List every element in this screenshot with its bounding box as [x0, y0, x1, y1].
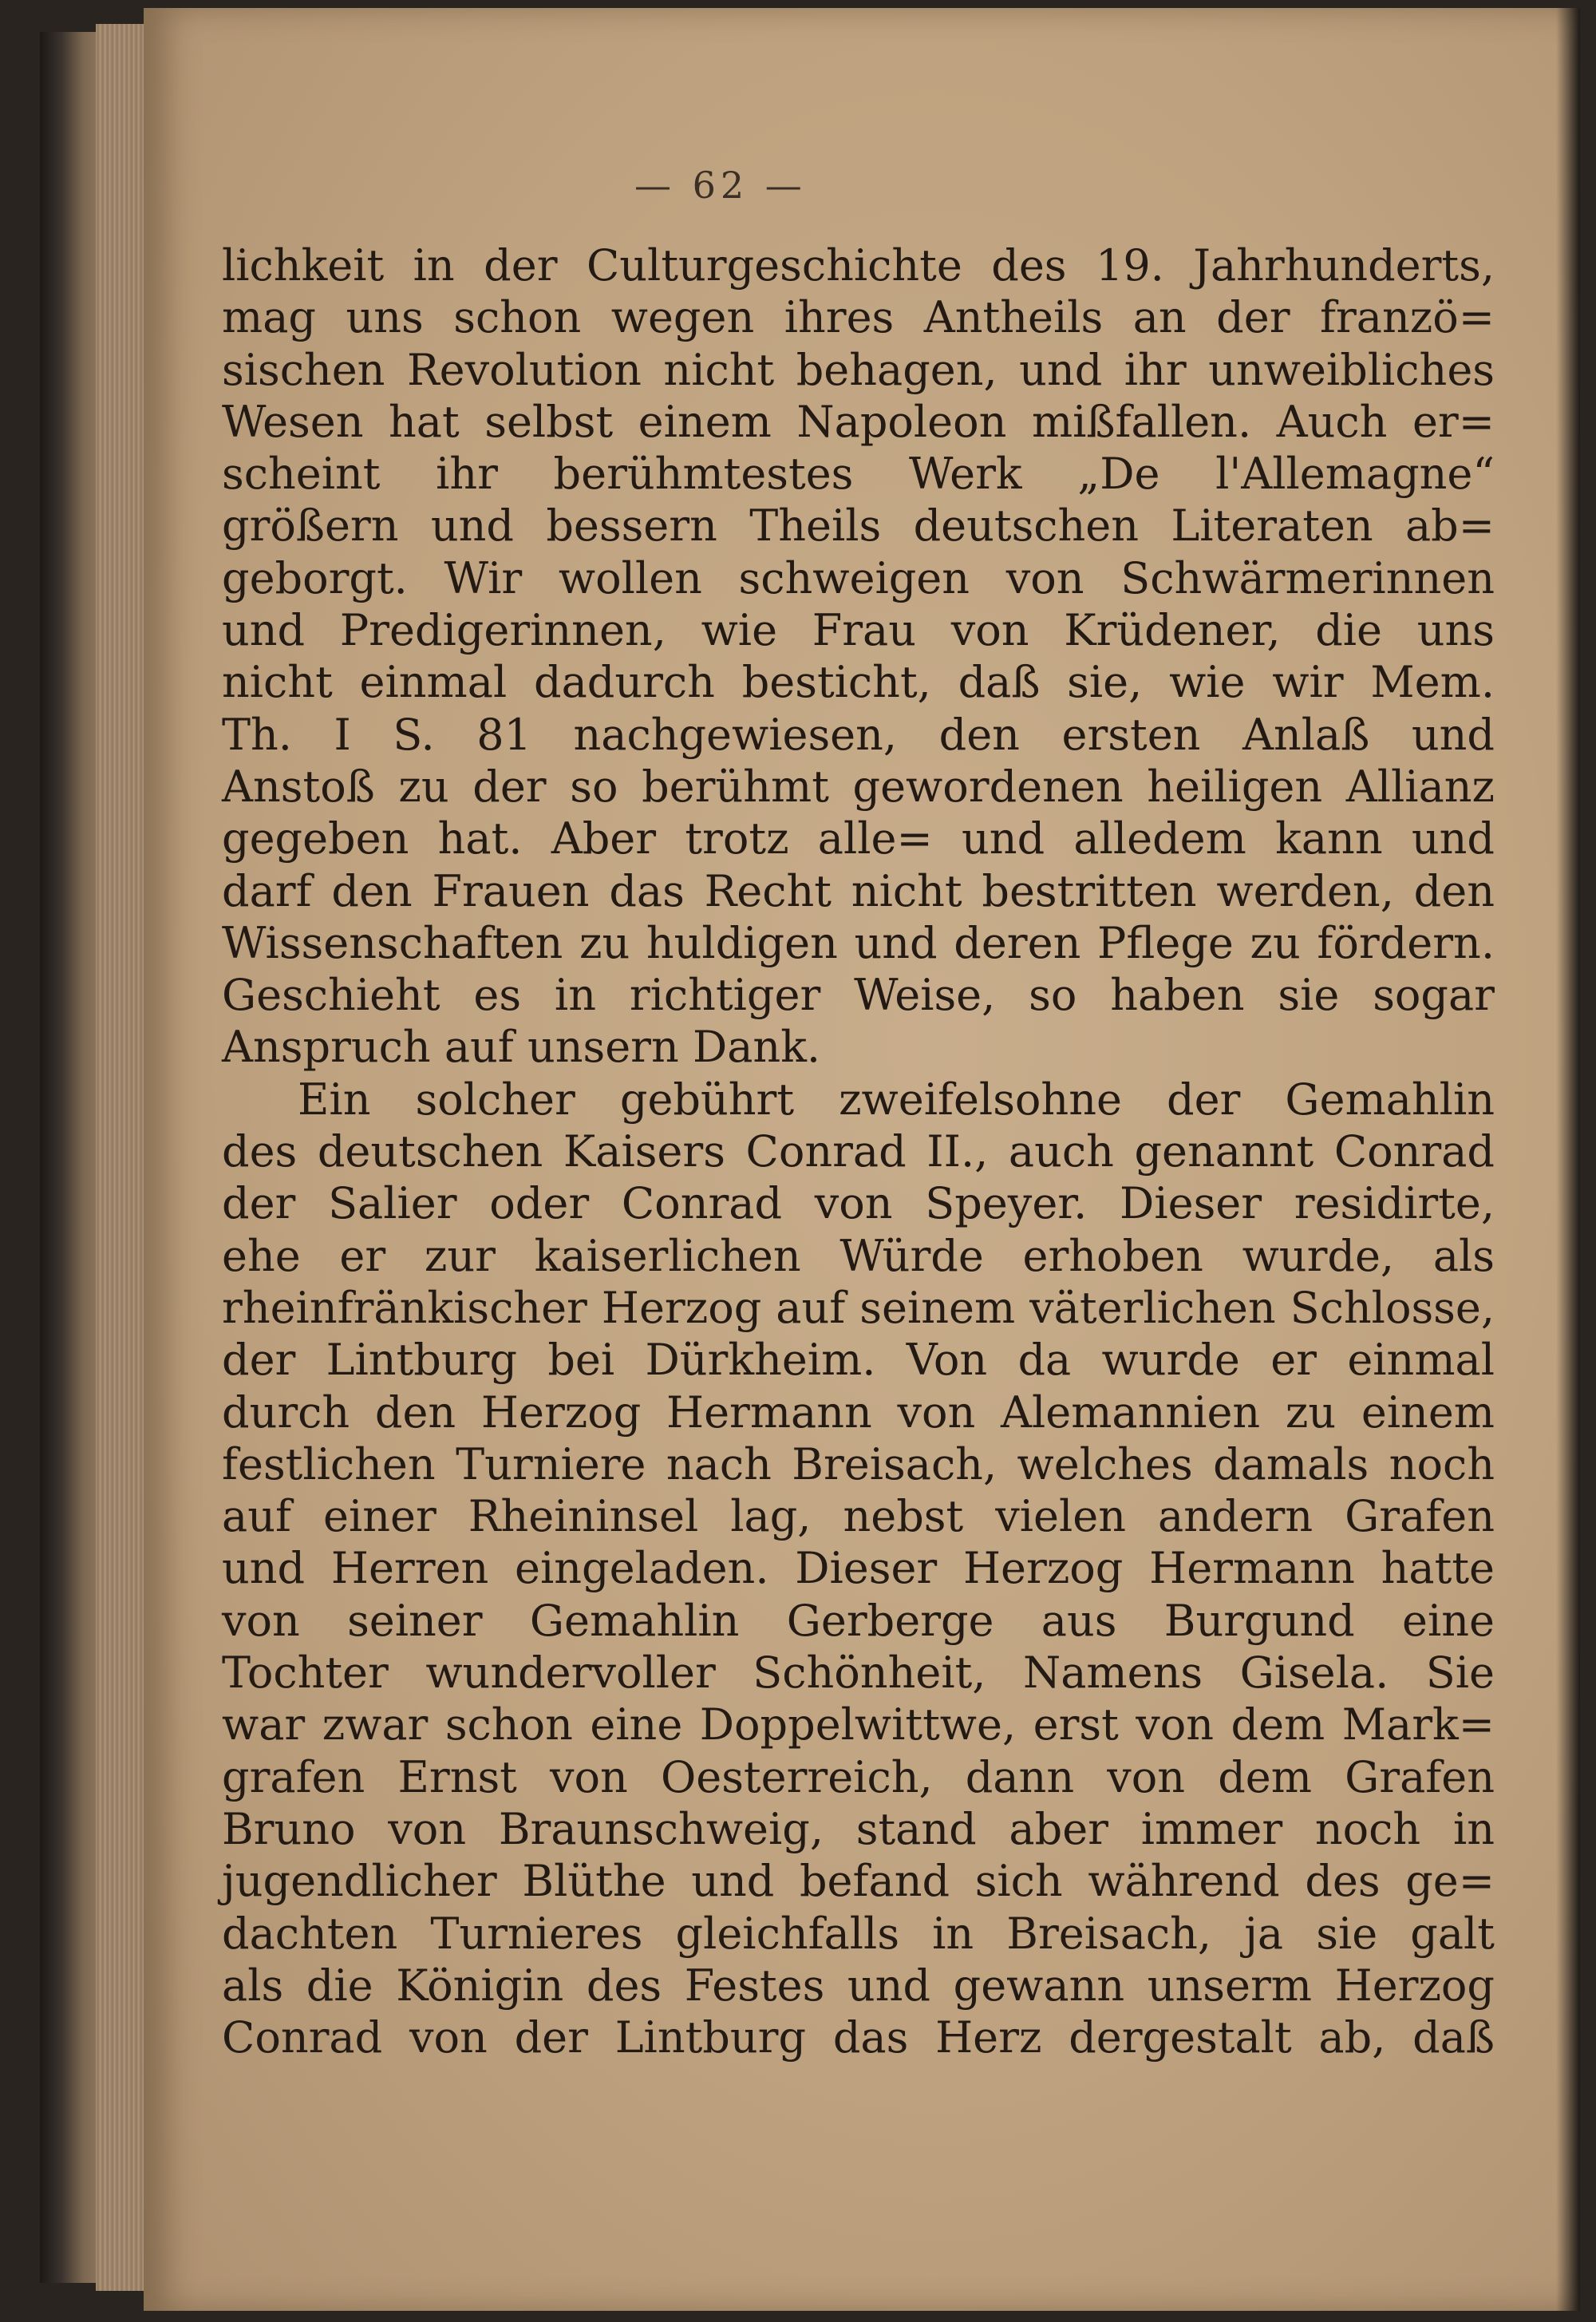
text-line: grafen Ernst von Oesterreich, dann von dem Grafen [222, 1751, 1495, 1802]
paragraph-start-line: Ein solcher gebührt zweifelsohne der Gemahlin [298, 1074, 1495, 1125]
text-line: geborgt. Wir wollen schweigen von Schwärmerinnen [222, 552, 1495, 603]
text-line: ehe er zur kaiserlichen Würde erhoben wurde, als [222, 1230, 1495, 1281]
text-line: jugendlicher Blüthe und befand sich während des ge= [222, 1856, 1495, 1907]
text-line: Conrad von der Lintburg das Herz dergestalt ab, daß [222, 2012, 1495, 2063]
text-line: Anstoß zu der so berühmt gewordenen heiligen Allianz [222, 761, 1495, 812]
page-gutter-shadow [1556, 8, 1580, 2311]
text-line: von seiner Gemahlin Gerberge aus Burgund eine [222, 1595, 1495, 1646]
paragraph-end-line: Anspruch auf unsern Dank. [222, 1022, 821, 1073]
text-line: und Herren eingeladen. Dieser Herzog Hermann hatte [222, 1543, 1495, 1594]
text-line: durch den Herzog Hermann von Alemannien zu einem [222, 1386, 1495, 1438]
text-line: Tochter wundervoller Schönheit, Namens Gisela. Sie [222, 1648, 1495, 1699]
text-line: scheint ihr berühmtestes Werk „De l'Allemagne“ [222, 449, 1495, 500]
text-line: Geschieht es in richtiger Weise, so haben sie sogar [222, 970, 1495, 1021]
page-number: — 62 — [634, 164, 807, 207]
text-line: größern und bessern Theils deutschen Literaten ab= [222, 500, 1495, 552]
text-line: der Lintburg bei Dürkheim. Von da wurde er einmal [222, 1335, 1495, 1386]
text-line: des deutschen Kaisers Conrad II., auch genannt Conrad [222, 1126, 1495, 1177]
text-line: rheinfränkischer Herzog auf seinem väterlichen Schlosse, [222, 1282, 1495, 1333]
text-line: festlichen Turniere nach Breisach, welches damals noch [222, 1438, 1495, 1489]
text-line: nicht einmal dadurch besticht, daß sie, wie wir Mem. [222, 657, 1495, 708]
text-line: als die Königin des Festes und gewann unserm Herzog [222, 1960, 1495, 2011]
text-line: dachten Turnieres gleichfalls in Breisach, ja sie galt [222, 1908, 1495, 1959]
text-line: und Predigerinnen, wie Frau von Krüdener, die uns [222, 605, 1495, 656]
text-line: darf den Frauen das Recht nicht bestritten werden, den [222, 865, 1495, 916]
text-line: gegeben hat. Aber trotz alle= und alledem kann und [222, 813, 1495, 864]
body-text [222, 239, 1495, 2063]
text-line: sischen Revolution nicht behagen, und ihr unweibliches [222, 344, 1495, 395]
text-line: lichkeit in der Culturgeschichte des 19. Jahrhunderts, [222, 240, 1495, 291]
text-line: Th. I S. 81 nachgewiesen, den ersten Anlaß und [222, 709, 1495, 760]
text-line: war zwar schon eine Doppelwittwe, erst von dem Mark= [222, 1699, 1495, 1750]
text-line: mag uns schon wegen ihres Antheils an der franzö= [222, 292, 1495, 343]
text-line: Wissenschaften zu huldigen und deren Pflege zu fördern. [222, 917, 1495, 968]
text-line: Bruno von Braunschweig, stand aber immer noch in [222, 1803, 1495, 1854]
text-line: auf einer Rheininsel lag, nebst vielen andern Grafen [222, 1491, 1495, 1542]
text-line: Wesen hat selbst einem Napoleon mißfallen. Auch er= [222, 396, 1495, 447]
text-line: der Salier oder Conrad von Speyer. Dieser residirte, [222, 1178, 1495, 1229]
